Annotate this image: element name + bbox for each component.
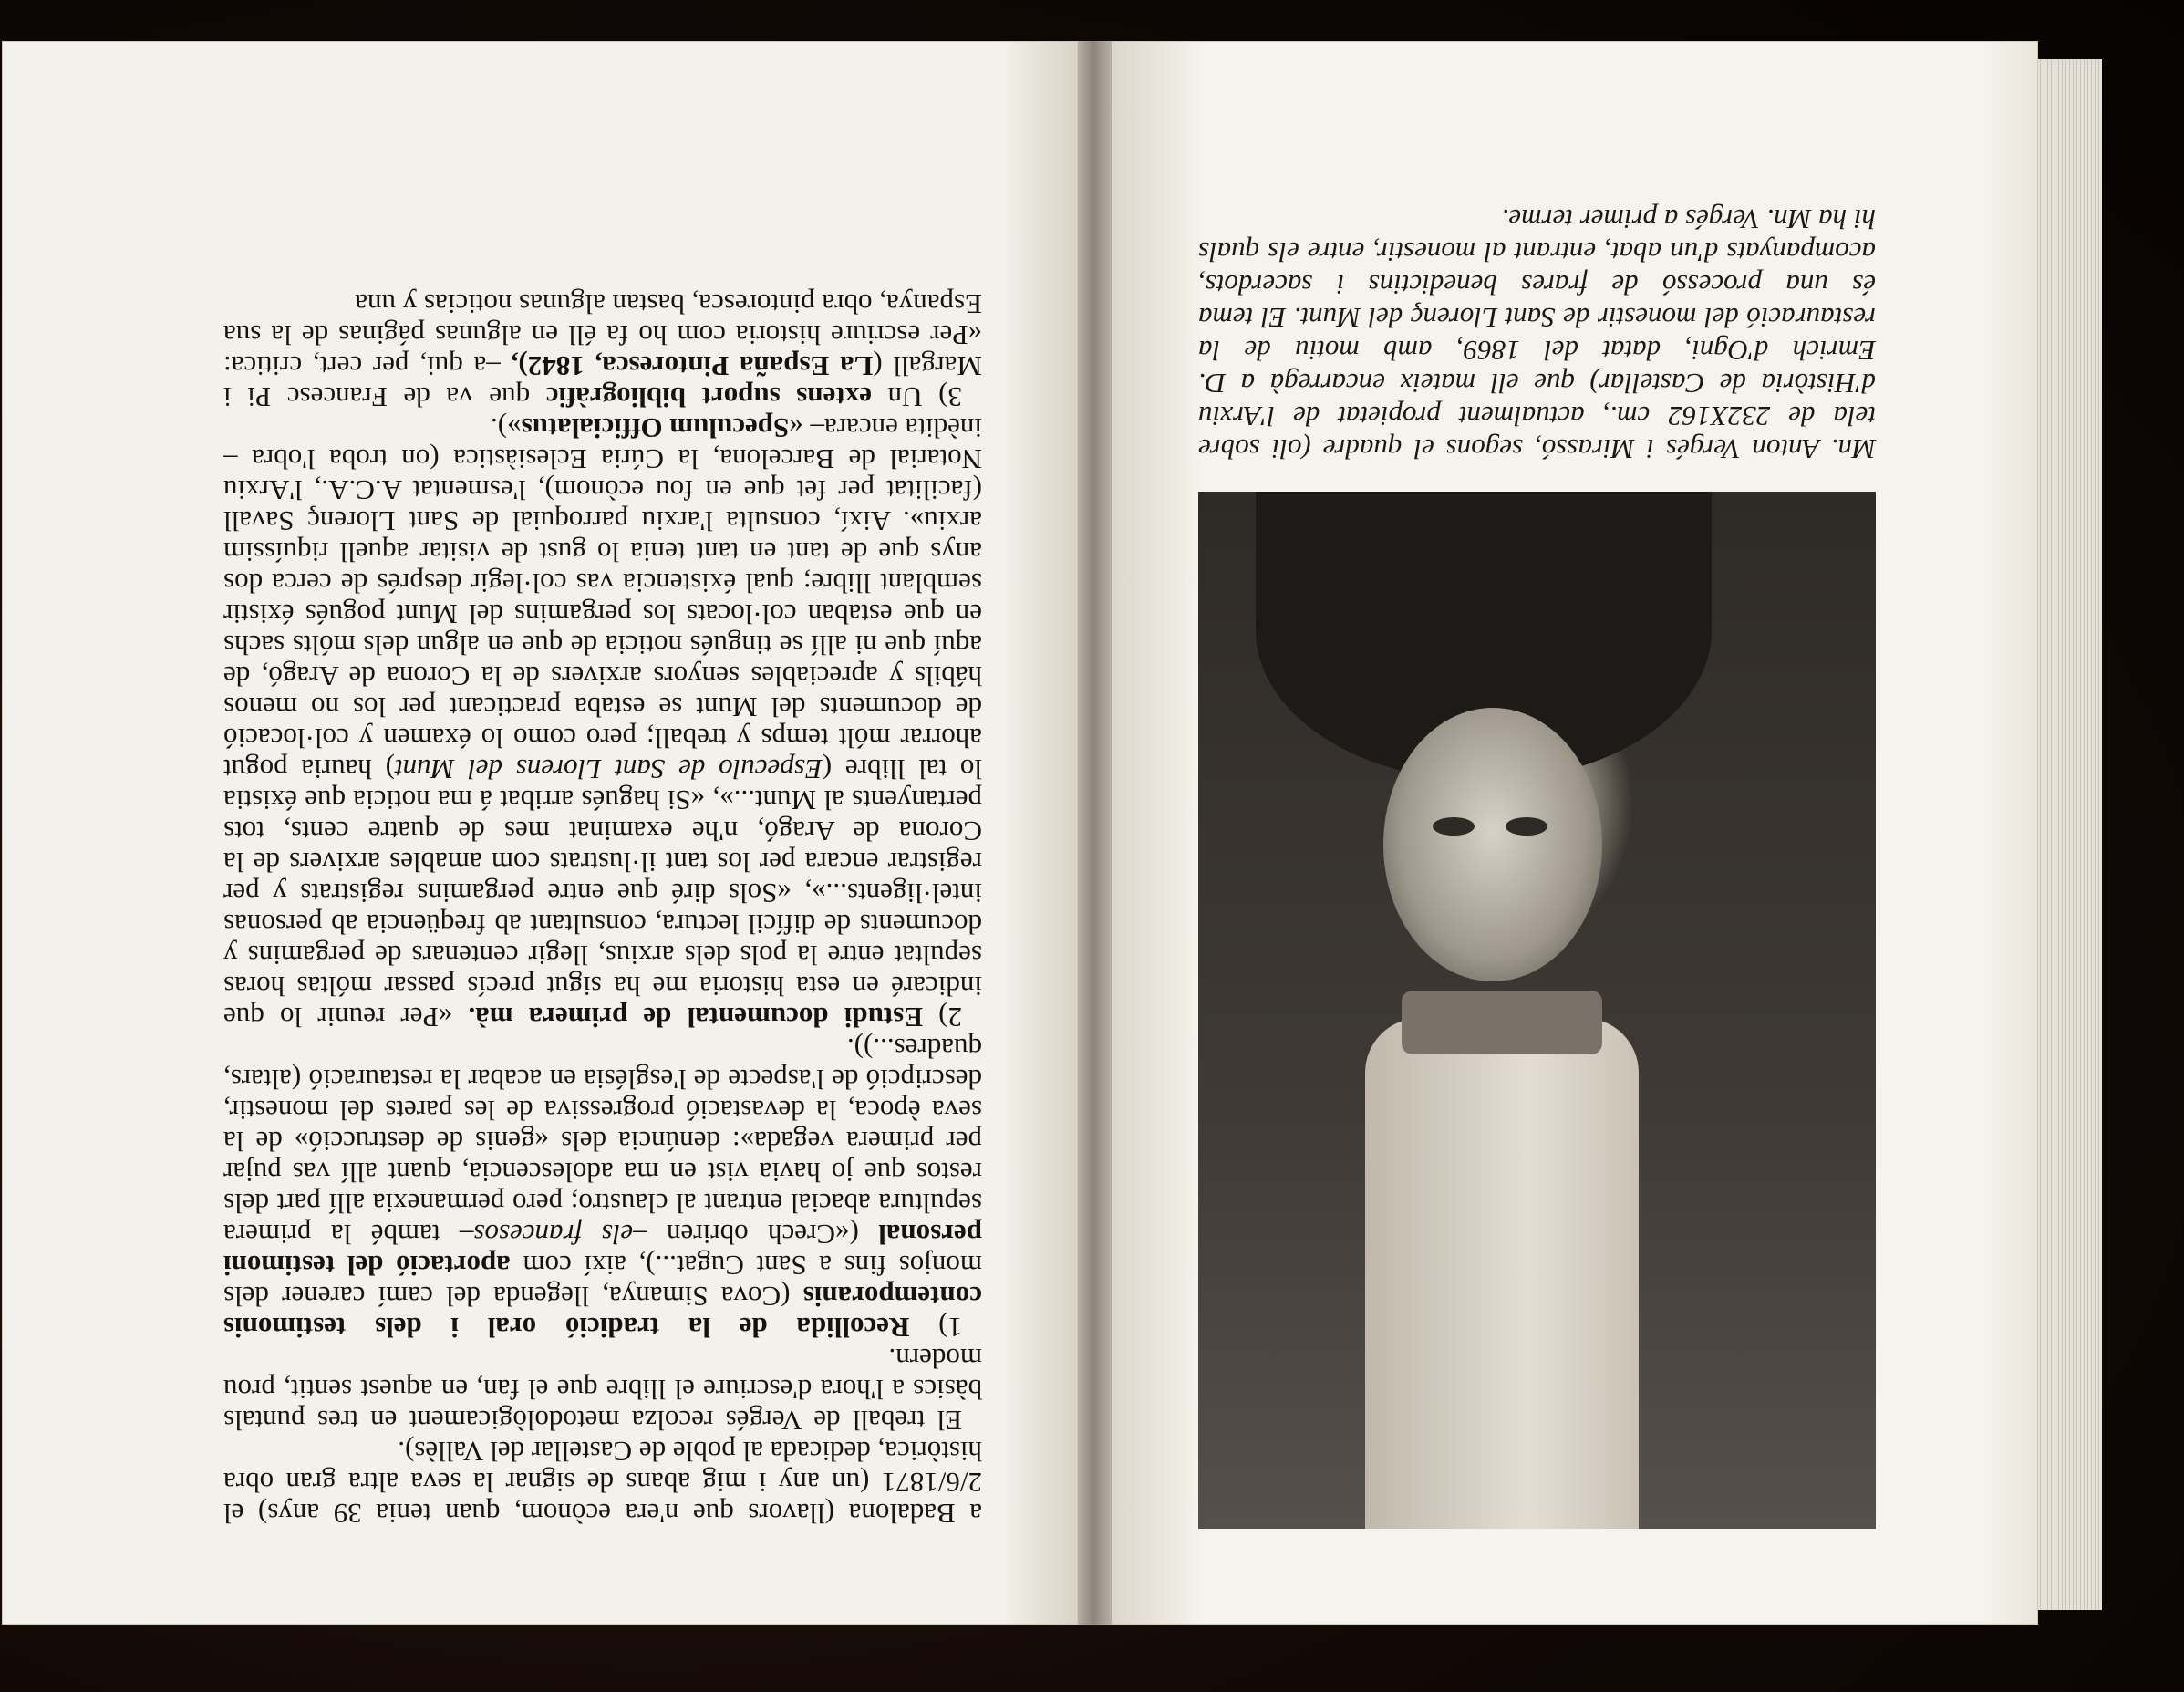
paragraph-1: El treball de Vergés recolza metodològicament en tres puntals bàsics a l'hora d'escriure el llibre que el fan, en aquest sentit, prou modern.	[223, 1343, 982, 1437]
page-edges	[2036, 59, 2102, 1610]
paragraph-3-italic: Especulo de Sant Llorens del Munt	[394, 753, 823, 785]
photo-caption: Mn. Anton Vergés i Mirassó, segons el quadre (oli sobre tela de 232X162 cm., actualment propietat de l'Arxiu d'Història de Castellar) que ell mateix encarregà a D. Emrich d'Ogni, datat del 1869, amb motiu de la restauració del monestir de Sant Llorenç del Munt. El tema és una processó de frares benedictins i sacerdots, acompanyats d'un abat, entrant al monestir, entre els quals hi ha Mn. Vergés a primer terme.	[1198, 203, 1876, 465]
title-speculum: Speculum Officialatus	[521, 412, 790, 444]
paragraph-3-text-a: «Per reunir lo que indicaré en esta historia me ha sigut precís passar móltas horas sepultat entre la pols dels arxius, llegir centenars de pergamins y documents de difícil lectura, consultant ab freqüencia ab personas intel·ligents...», «Sols diré que entre pergamins registrats y per registrar encara per los tant il·lustrats com amables arxivers de la Corona de Aragó, n'he examinat mes de quatre cents, tots pertanyents al Munt...», «Si hagués arribat á ma noticia que éxistia lo tal llibre (	[223, 753, 982, 1033]
portrait-collar	[1402, 991, 1602, 1054]
paragraph-2-text-a: (Cova Simanya, llegenda del camí carener dels monjos fins a Sant Cugat...), així com	[223, 1250, 982, 1313]
item-number-2: 2)	[938, 1002, 962, 1033]
heading-oral-tradition: Recollida de la tradició oral i dels testimonis contemporanis	[223, 1281, 982, 1344]
paragraph-2	[223, 1033, 982, 1343]
title-espana-pintoresca: La España Pintoresca, 1842),	[511, 350, 874, 382]
paragraph-4-text-c: –a qui, per cert, critica: «Per escriure historia com ho fa éll en algunas páginas de la sua Espanya, obra pintoresca, bastan algunas noticias y una	[223, 288, 982, 382]
paragraph-3	[223, 412, 982, 1033]
paragraph-2-italic: els francesos	[473, 1219, 634, 1251]
heading-personal-testimony: aportació del testimoni personal	[223, 1219, 982, 1282]
paragraph-3-text-b: ) hauria pogut ahorrar mólt temps y treball; pero como lo éxamen y col·locació de documents del Munt se estaba practicant per los no menos hábils y apreciables senyors arxivers de la Corona de Aragó, de aquí que ni allí se tingués noticia de que en algun dels mólts sachs en que estaban col·locats los pergamins del Munt pogués éxistir semblant llibre; qual éxistencia vas col·legir després de cerca dos anys que de tant en tant tenia lo gust de visitar aquell riquíssim arxiu». Així, consulta l'arxiu parroquial de Sant Llorenç Savall (facilitat per fet que en fou ecònom), l'esmentat A.C.A., l'Arxiu Notarial de Barcelona, la Cúria Eclesiàstica (on troba l'obra –inèdita encara– «	[223, 412, 982, 785]
paragraph-3-text-c: »).	[491, 412, 522, 444]
paragraph-2-text-b: («Crech obriren –	[633, 1219, 879, 1251]
portrait-eye-right	[1433, 817, 1475, 836]
heading-bibliographic-support: extens suport bibliogràfic	[545, 381, 873, 413]
portrait-head	[1383, 708, 1602, 981]
portrait-eye-left	[1506, 817, 1547, 836]
heading-documentary-study: Estudi documental de primera mà.	[468, 1002, 923, 1033]
item-number-3: 3)	[938, 381, 962, 413]
paragraph-0: a Badalona (llavors que n'era ecònom, quan tenia 39 anys) el 2/6/1871 (un any i mig abans de signar la seva altra gran obra històrica, dedicada al poble de Castellar del Vallès).	[223, 1436, 982, 1530]
body-text-column	[223, 288, 982, 1529]
item-number-1: 1)	[938, 1312, 962, 1344]
paragraph-4-text-a: Un	[872, 381, 939, 413]
paragraph-2-text-c: – també la primera sepultura abacial entrant al claustro; pero permanexia allí part dels restos que jo havia vist en ma adolescencia, quant allí vas pujar per primera vegada»: denúncia dels «genis de destrucció» de la seva època, la devastació progressiva de les parets del monestir, descripció de l'aspecte de l'església en acabar la restauració (altars, quadres...)).	[223, 1033, 982, 1251]
paragraph-4-text-b: que va de Francesc Pi i Margall (	[223, 350, 982, 413]
portrait-sleeve	[1365, 1018, 1639, 1529]
paragraph-4	[223, 288, 982, 412]
portrait-photo	[1198, 492, 1876, 1529]
book-gutter	[1075, 41, 1112, 1625]
